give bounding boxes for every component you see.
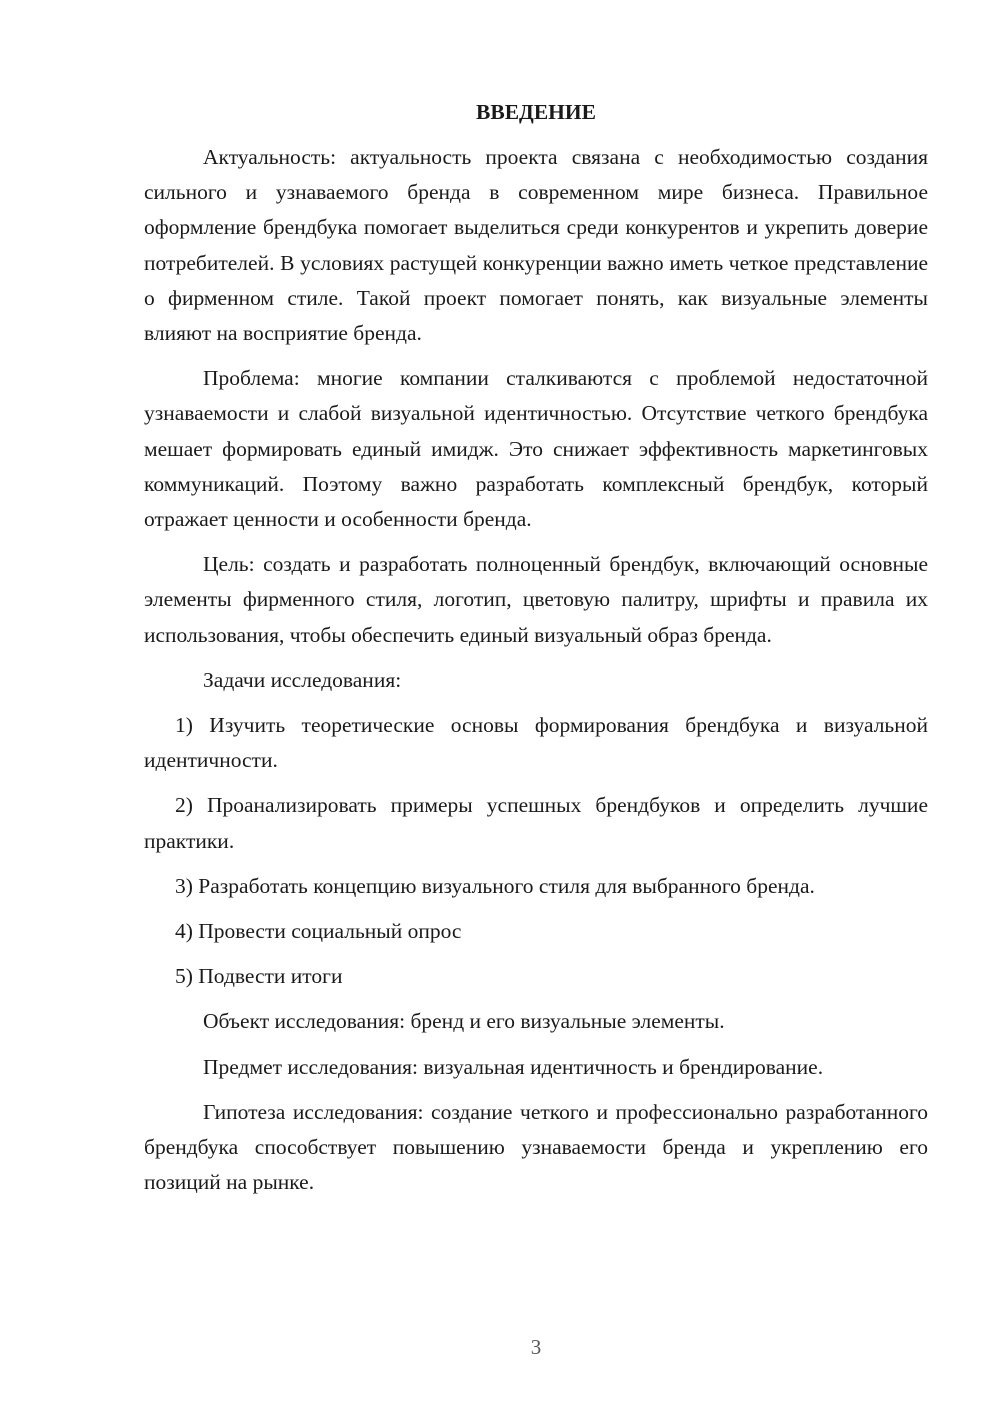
paragraph-problem: Проблема: многие компании сталкиваются с проблемой недостаточной узнаваемости и слабой визуальной идентичностью. Отсутствие четкого брендбука мешает формировать единый имидж. Это снижает эффективность маркетинговых коммуникаций. Поэтому важно разработать комплексный брендбук, который отражает ценности и особенности бренда. xyxy=(144,366,928,532)
task-item-1: 1) Изучить теоретические основы формирования брендбука и визуальной идентичности. xyxy=(144,713,928,773)
page-content xyxy=(144,97,928,1210)
task-item-2: 2) Проанализировать примеры успешных брендбуков и определить лучшие практики. xyxy=(144,793,928,853)
task-item-5: 5) Подвести итоги xyxy=(175,964,343,989)
paragraph-subject: Предмет исследования: визуальная идентичность и брендирование. xyxy=(203,1054,824,1079)
tasks-heading: Задачи исследования: xyxy=(203,667,402,692)
paragraph-goal: Цель: создать и разработать полноценный брендбук, включающий основные элементы фирменного стиля, логотип, цветовую палитру, шрифты и правила их использования, чтобы обеспечить единый визуальный образ бренда. xyxy=(144,552,928,647)
paragraph-relevance: Актуальность: актуальность проекта связана с необходимостью создания сильного и узнаваемого бренда в современном мире бизнеса. Правильное оформление брендбука помогает выделиться среди конкурентов и укрепить доверие потребителей. В условиях растущей конкуренции важно иметь четкое представление о фирменном стиле. Такой проект помогает понять, как визуальные элементы влияют на восприятие бренда. xyxy=(144,145,928,346)
paragraph-hypothesis: Гипотеза исследования: создание четкого и профессионально разработанного брендбука способствует повышению узнаваемости бренда и укреплению его позиций на рынке. xyxy=(144,1099,928,1195)
task-item-4: 4) Провести социальный опрос xyxy=(175,919,462,944)
page-number: 3 xyxy=(530,1335,542,1359)
page-title: ВВЕДЕНИЕ xyxy=(476,100,596,124)
task-item-3: 3) Разработать концепцию визуального стиля для выбранного бренда. xyxy=(175,873,815,898)
paragraph-object: Объект исследования: бренд и его визуальные элементы. xyxy=(203,1009,725,1034)
